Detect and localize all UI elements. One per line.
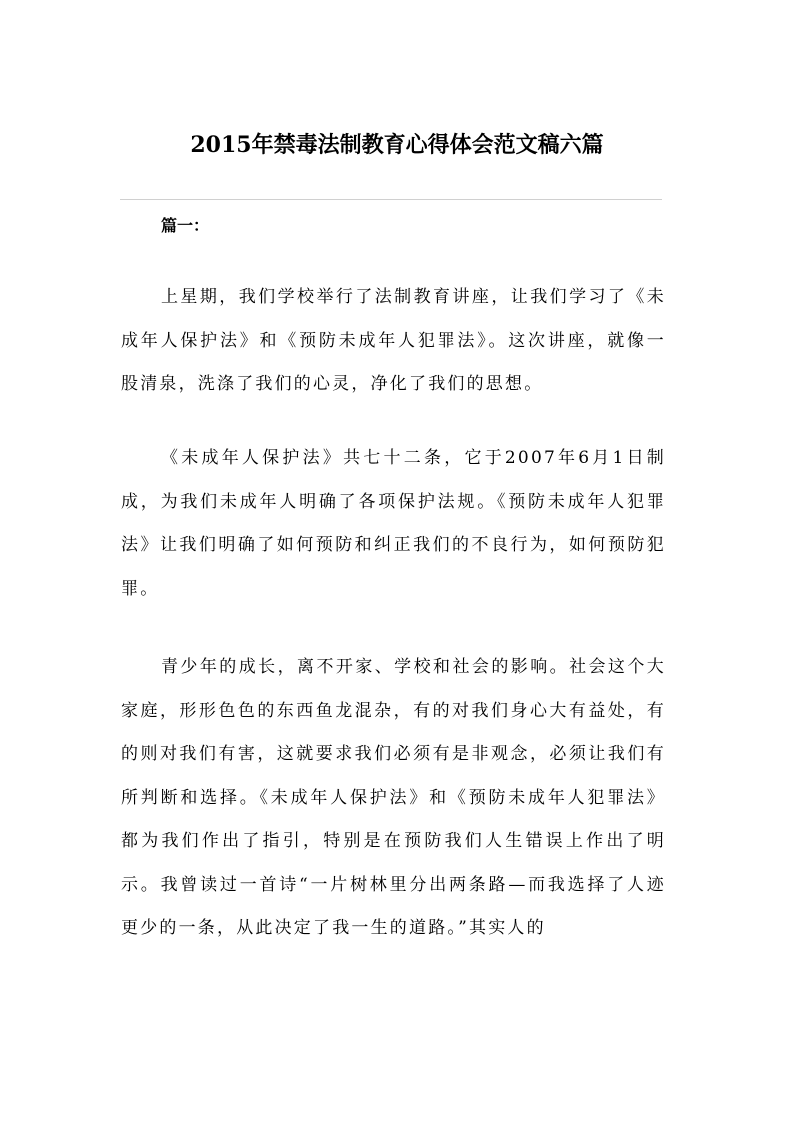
paragraph-3: 青少年的成长，离不开家、学校和社会的影响。社会这个大家庭，形形色色的东西鱼龙混杂，有的对我们身心大有益处，有的则对我们有害，这就要求我们必须有是非观念，必须让我们有所判断和选择。《未成年人保护法》和《预防未成年人犯罪法》都为我们作出了指引，特别是在预防我们人生错误上作出了明示。我曾读过一首诗“一片树林里分出两条路—而我选择了人迹更少的一条，从此决定了我一生的道路。”其实人的 <box>121 657 666 938</box>
section-heading: 篇一： <box>161 216 210 235</box>
title-divider <box>120 199 662 200</box>
paragraph-1: 上星期，我们学校举行了法制教育讲座，让我们学习了《未成年人保护法》和《预防未成年人犯罪法》。这次讲座，就像一股清泉，洗涤了我们的心灵，净化了我们的思想。 <box>121 287 666 394</box>
document-title: 2015年禁毒法制教育心得体会范文稿六篇 <box>190 132 604 158</box>
paragraph-2: 《未成年人保护法》共七十二条，它于2007年6月1日制成，为我们未成年人明确了各项保护法规。《预防未成年人犯罪法》让我们明确了如何预防和纠正我们的不良行为，如何预防犯罪。 <box>121 448 666 599</box>
